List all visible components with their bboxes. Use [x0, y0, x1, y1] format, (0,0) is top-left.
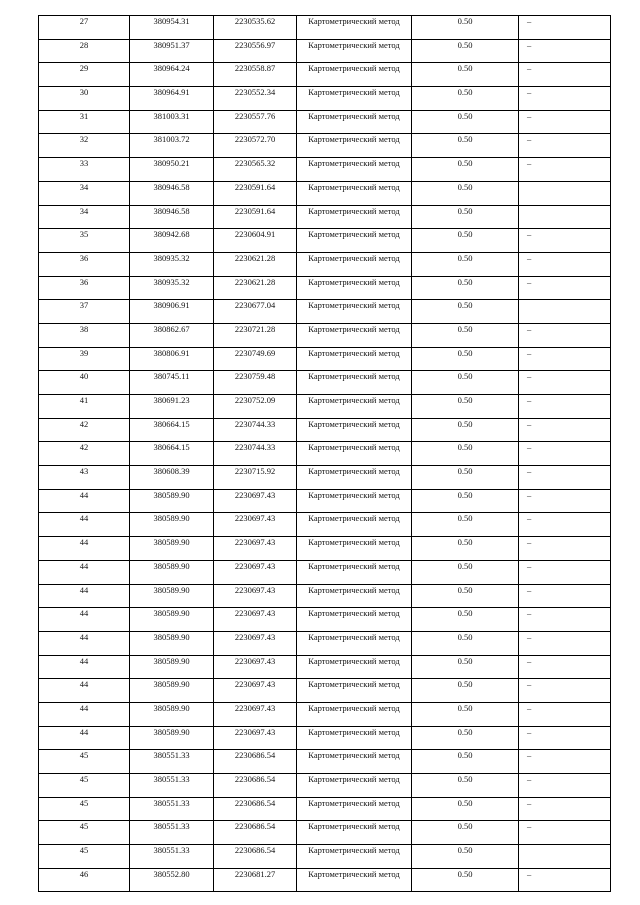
point-number-cell: 34: [39, 181, 130, 205]
description-cell: –: [519, 489, 611, 513]
method-cell: Картометрический метод: [297, 702, 412, 726]
coordinate-x-cell: 380551.33: [130, 797, 214, 821]
accuracy-cell: 0.50: [412, 466, 519, 490]
table-row: [39, 774, 611, 798]
coordinate-y-cell: 2230697.43: [214, 631, 297, 655]
coordinate-x-cell: 380862.67: [130, 323, 214, 347]
method-cell: Картометрический метод: [297, 679, 412, 703]
table-row: [39, 584, 611, 608]
description-cell: –: [519, 466, 611, 490]
description-cell: [519, 300, 611, 324]
coordinate-x-cell: 380589.90: [130, 726, 214, 750]
point-number-cell: 44: [39, 560, 130, 584]
accuracy-cell: 0.50: [412, 821, 519, 845]
coordinate-y-cell: 2230715.92: [214, 466, 297, 490]
description-cell: –: [519, 229, 611, 253]
coordinate-y-cell: 2230752.09: [214, 395, 297, 419]
coordinate-y-cell: 2230686.54: [214, 845, 297, 869]
table-row: [39, 537, 611, 561]
point-number-cell: 42: [39, 442, 130, 466]
coordinate-x-cell: 380906.91: [130, 300, 214, 324]
accuracy-cell: 0.50: [412, 158, 519, 182]
coordinate-x-cell: 381003.72: [130, 134, 214, 158]
accuracy-cell: 0.50: [412, 371, 519, 395]
description-cell: –: [519, 16, 611, 40]
point-number-cell: 33: [39, 158, 130, 182]
coordinate-x-cell: 380664.15: [130, 418, 214, 442]
coordinate-y-cell: 2230621.28: [214, 252, 297, 276]
coordinate-y-cell: 2230697.43: [214, 702, 297, 726]
accuracy-cell: 0.50: [412, 110, 519, 134]
coordinate-y-cell: 2230681.27: [214, 868, 297, 892]
table-row: [39, 442, 611, 466]
point-number-cell: 45: [39, 797, 130, 821]
table-row: [39, 134, 611, 158]
accuracy-cell: 0.50: [412, 750, 519, 774]
accuracy-cell: 0.50: [412, 774, 519, 798]
point-number-cell: 46: [39, 868, 130, 892]
coordinate-y-cell: 2230686.54: [214, 774, 297, 798]
description-cell: –: [519, 158, 611, 182]
table-row: [39, 347, 611, 371]
description-cell: –: [519, 252, 611, 276]
point-number-cell: 43: [39, 466, 130, 490]
description-cell: –: [519, 63, 611, 87]
accuracy-cell: 0.50: [412, 300, 519, 324]
table-row: [39, 608, 611, 632]
table-row: [39, 845, 611, 869]
table-row: [39, 655, 611, 679]
coordinate-x-cell: 380950.21: [130, 158, 214, 182]
accuracy-cell: 0.50: [412, 87, 519, 111]
table-row: [39, 868, 611, 892]
point-number-cell: 27: [39, 16, 130, 40]
method-cell: Картометрический метод: [297, 371, 412, 395]
accuracy-cell: 0.50: [412, 679, 519, 703]
accuracy-cell: 0.50: [412, 537, 519, 561]
table-row: [39, 560, 611, 584]
coordinate-y-cell: 2230697.43: [214, 513, 297, 537]
accuracy-cell: 0.50: [412, 631, 519, 655]
coordinate-y-cell: 2230759.48: [214, 371, 297, 395]
coordinate-x-cell: 380745.11: [130, 371, 214, 395]
table-row: [39, 821, 611, 845]
point-number-cell: 44: [39, 608, 130, 632]
description-cell: –: [519, 868, 611, 892]
coordinate-x-cell: 380964.24: [130, 63, 214, 87]
method-cell: Картометрический метод: [297, 395, 412, 419]
accuracy-cell: 0.50: [412, 181, 519, 205]
point-number-cell: 44: [39, 584, 130, 608]
point-number-cell: 38: [39, 323, 130, 347]
description-cell: –: [519, 323, 611, 347]
table-row: [39, 16, 611, 40]
table-row: [39, 323, 611, 347]
table-row: [39, 726, 611, 750]
method-cell: Картометрический метод: [297, 513, 412, 537]
coordinate-x-cell: 380806.91: [130, 347, 214, 371]
coordinate-x-cell: 380589.90: [130, 631, 214, 655]
coordinate-x-cell: 380589.90: [130, 702, 214, 726]
accuracy-cell: 0.50: [412, 39, 519, 63]
coordinate-y-cell: 2230744.33: [214, 442, 297, 466]
accuracy-cell: 0.50: [412, 868, 519, 892]
description-cell: [519, 181, 611, 205]
point-number-cell: 44: [39, 631, 130, 655]
table-row: [39, 750, 611, 774]
coordinate-y-cell: 2230535.62: [214, 16, 297, 40]
accuracy-cell: 0.50: [412, 655, 519, 679]
coordinate-x-cell: 380551.33: [130, 750, 214, 774]
description-cell: –: [519, 655, 611, 679]
method-cell: Картометрический метод: [297, 774, 412, 798]
point-number-cell: 28: [39, 39, 130, 63]
point-number-cell: 44: [39, 679, 130, 703]
coordinate-y-cell: 2230604.91: [214, 229, 297, 253]
table-row: [39, 205, 611, 229]
description-cell: [519, 205, 611, 229]
accuracy-cell: 0.50: [412, 276, 519, 300]
accuracy-cell: 0.50: [412, 726, 519, 750]
method-cell: Картометрический метод: [297, 205, 412, 229]
point-number-cell: 42: [39, 418, 130, 442]
table-row: [39, 631, 611, 655]
description-cell: –: [519, 679, 611, 703]
point-number-cell: 45: [39, 750, 130, 774]
description-cell: –: [519, 418, 611, 442]
method-cell: Картометрический метод: [297, 252, 412, 276]
method-cell: Картометрический метод: [297, 87, 412, 111]
table-row: [39, 87, 611, 111]
coordinate-y-cell: 2230697.43: [214, 726, 297, 750]
method-cell: Картометрический метод: [297, 868, 412, 892]
method-cell: Картометрический метод: [297, 655, 412, 679]
coordinate-y-cell: 2230686.54: [214, 821, 297, 845]
point-number-cell: 37: [39, 300, 130, 324]
coordinate-x-cell: 380946.58: [130, 205, 214, 229]
table-row: [39, 395, 611, 419]
table-row: [39, 229, 611, 253]
method-cell: Картометрический метод: [297, 442, 412, 466]
coordinate-y-cell: 2230621.28: [214, 276, 297, 300]
table-row: [39, 418, 611, 442]
description-cell: –: [519, 537, 611, 561]
coordinate-x-cell: 380946.58: [130, 181, 214, 205]
method-cell: Картометрический метод: [297, 845, 412, 869]
coordinate-x-cell: 380589.90: [130, 584, 214, 608]
table-row: [39, 110, 611, 134]
method-cell: Картометрический метод: [297, 16, 412, 40]
description-cell: –: [519, 442, 611, 466]
table-row: [39, 158, 611, 182]
table-row: [39, 371, 611, 395]
accuracy-cell: 0.50: [412, 845, 519, 869]
coordinate-x-cell: 380935.32: [130, 252, 214, 276]
accuracy-cell: 0.50: [412, 323, 519, 347]
description-cell: –: [519, 110, 611, 134]
method-cell: Картометрический метод: [297, 584, 412, 608]
coordinate-y-cell: 2230744.33: [214, 418, 297, 442]
method-cell: Картометрический метод: [297, 797, 412, 821]
coordinate-y-cell: 2230552.34: [214, 87, 297, 111]
coordinate-x-cell: 380589.90: [130, 608, 214, 632]
description-cell: –: [519, 134, 611, 158]
description-cell: –: [519, 797, 611, 821]
coordinate-x-cell: 380935.32: [130, 276, 214, 300]
point-number-cell: 45: [39, 821, 130, 845]
accuracy-cell: 0.50: [412, 134, 519, 158]
coordinate-x-cell: 380589.90: [130, 489, 214, 513]
table-row: [39, 39, 611, 63]
method-cell: Картометрический метод: [297, 323, 412, 347]
description-cell: –: [519, 631, 611, 655]
method-cell: Картометрический метод: [297, 750, 412, 774]
point-number-cell: 44: [39, 655, 130, 679]
accuracy-cell: 0.50: [412, 702, 519, 726]
description-cell: –: [519, 702, 611, 726]
table-row: [39, 797, 611, 821]
method-cell: Картометрический метод: [297, 276, 412, 300]
coordinate-y-cell: 2230556.97: [214, 39, 297, 63]
description-cell: –: [519, 726, 611, 750]
coordinate-y-cell: 2230749.69: [214, 347, 297, 371]
description-cell: –: [519, 821, 611, 845]
table-row: [39, 276, 611, 300]
method-cell: Картометрический метод: [297, 181, 412, 205]
accuracy-cell: 0.50: [412, 16, 519, 40]
method-cell: Картометрический метод: [297, 560, 412, 584]
coordinate-y-cell: 2230697.43: [214, 655, 297, 679]
coordinate-y-cell: 2230721.28: [214, 323, 297, 347]
coordinate-y-cell: 2230697.43: [214, 584, 297, 608]
point-number-cell: 36: [39, 276, 130, 300]
table-row: [39, 489, 611, 513]
method-cell: Картометрический метод: [297, 300, 412, 324]
accuracy-cell: 0.50: [412, 608, 519, 632]
description-cell: –: [519, 774, 611, 798]
coordinate-x-cell: 380589.90: [130, 655, 214, 679]
coordinate-y-cell: 2230697.43: [214, 537, 297, 561]
coordinate-x-cell: 380589.90: [130, 513, 214, 537]
coordinate-y-cell: 2230697.43: [214, 560, 297, 584]
coordinate-y-cell: 2230697.43: [214, 608, 297, 632]
point-number-cell: 45: [39, 774, 130, 798]
accuracy-cell: 0.50: [412, 252, 519, 276]
coordinate-x-cell: 380589.90: [130, 537, 214, 561]
method-cell: Картометрический метод: [297, 466, 412, 490]
coordinates-table: [38, 15, 611, 892]
table-row: [39, 513, 611, 537]
coordinate-y-cell: 2230557.76: [214, 110, 297, 134]
coordinate-x-cell: 380552.80: [130, 868, 214, 892]
accuracy-cell: 0.50: [412, 584, 519, 608]
coordinates-table-body: [39, 16, 611, 892]
accuracy-cell: 0.50: [412, 513, 519, 537]
coordinate-x-cell: 380954.31: [130, 16, 214, 40]
accuracy-cell: 0.50: [412, 418, 519, 442]
coordinate-x-cell: 380964.91: [130, 87, 214, 111]
table-row: [39, 300, 611, 324]
point-number-cell: 34: [39, 205, 130, 229]
description-cell: –: [519, 87, 611, 111]
table-row: [39, 63, 611, 87]
accuracy-cell: 0.50: [412, 63, 519, 87]
coordinate-y-cell: 2230697.43: [214, 679, 297, 703]
method-cell: Картометрический метод: [297, 489, 412, 513]
point-number-cell: 44: [39, 513, 130, 537]
coordinate-y-cell: 2230686.54: [214, 750, 297, 774]
method-cell: Картометрический метод: [297, 537, 412, 561]
description-cell: –: [519, 608, 611, 632]
description-cell: –: [519, 560, 611, 584]
method-cell: Картометрический метод: [297, 110, 412, 134]
point-number-cell: 44: [39, 489, 130, 513]
accuracy-cell: 0.50: [412, 489, 519, 513]
method-cell: Картометрический метод: [297, 134, 412, 158]
accuracy-cell: 0.50: [412, 229, 519, 253]
coordinate-y-cell: 2230686.54: [214, 797, 297, 821]
accuracy-cell: 0.50: [412, 797, 519, 821]
point-number-cell: 44: [39, 726, 130, 750]
description-cell: –: [519, 39, 611, 63]
coordinate-x-cell: 380942.68: [130, 229, 214, 253]
accuracy-cell: 0.50: [412, 560, 519, 584]
accuracy-cell: 0.50: [412, 395, 519, 419]
point-number-cell: 45: [39, 845, 130, 869]
description-cell: –: [519, 750, 611, 774]
coordinate-x-cell: 380589.90: [130, 560, 214, 584]
point-number-cell: 44: [39, 702, 130, 726]
description-cell: –: [519, 584, 611, 608]
coordinate-y-cell: 2230697.43: [214, 489, 297, 513]
accuracy-cell: 0.50: [412, 442, 519, 466]
point-number-cell: 32: [39, 134, 130, 158]
table-row: [39, 679, 611, 703]
point-number-cell: 36: [39, 252, 130, 276]
coordinate-y-cell: 2230572.70: [214, 134, 297, 158]
method-cell: Картометрический метод: [297, 418, 412, 442]
coordinate-y-cell: 2230591.64: [214, 181, 297, 205]
method-cell: Картометрический метод: [297, 608, 412, 632]
coordinate-x-cell: 380608.39: [130, 466, 214, 490]
method-cell: Картометрический метод: [297, 347, 412, 371]
coordinate-y-cell: 2230677.04: [214, 300, 297, 324]
method-cell: Картометрический метод: [297, 229, 412, 253]
point-number-cell: 39: [39, 347, 130, 371]
coordinate-x-cell: 380589.90: [130, 679, 214, 703]
description-cell: –: [519, 395, 611, 419]
coordinate-x-cell: 380551.33: [130, 845, 214, 869]
description-cell: –: [519, 371, 611, 395]
coordinate-x-cell: 380664.15: [130, 442, 214, 466]
method-cell: Картометрический метод: [297, 63, 412, 87]
point-number-cell: 40: [39, 371, 130, 395]
coordinate-y-cell: 2230565.32: [214, 158, 297, 182]
coordinate-x-cell: 380551.33: [130, 821, 214, 845]
point-number-cell: 44: [39, 537, 130, 561]
point-number-cell: 41: [39, 395, 130, 419]
coordinate-x-cell: 380951.37: [130, 39, 214, 63]
method-cell: Картометрический метод: [297, 726, 412, 750]
description-cell: [519, 845, 611, 869]
table-row: [39, 702, 611, 726]
point-number-cell: 35: [39, 229, 130, 253]
description-cell: –: [519, 513, 611, 537]
coordinate-x-cell: 380551.33: [130, 774, 214, 798]
description-cell: –: [519, 347, 611, 371]
table-row: [39, 252, 611, 276]
method-cell: Картометрический метод: [297, 158, 412, 182]
method-cell: Картометрический метод: [297, 39, 412, 63]
table-row: [39, 181, 611, 205]
coordinate-x-cell: 380691.23: [130, 395, 214, 419]
point-number-cell: 29: [39, 63, 130, 87]
coordinate-y-cell: 2230591.64: [214, 205, 297, 229]
accuracy-cell: 0.50: [412, 205, 519, 229]
coordinate-x-cell: 381003.31: [130, 110, 214, 134]
table-row: [39, 466, 611, 490]
method-cell: Картометрический метод: [297, 821, 412, 845]
method-cell: Картометрический метод: [297, 631, 412, 655]
description-cell: –: [519, 276, 611, 300]
accuracy-cell: 0.50: [412, 347, 519, 371]
coordinate-y-cell: 2230558.87: [214, 63, 297, 87]
point-number-cell: 31: [39, 110, 130, 134]
point-number-cell: 30: [39, 87, 130, 111]
